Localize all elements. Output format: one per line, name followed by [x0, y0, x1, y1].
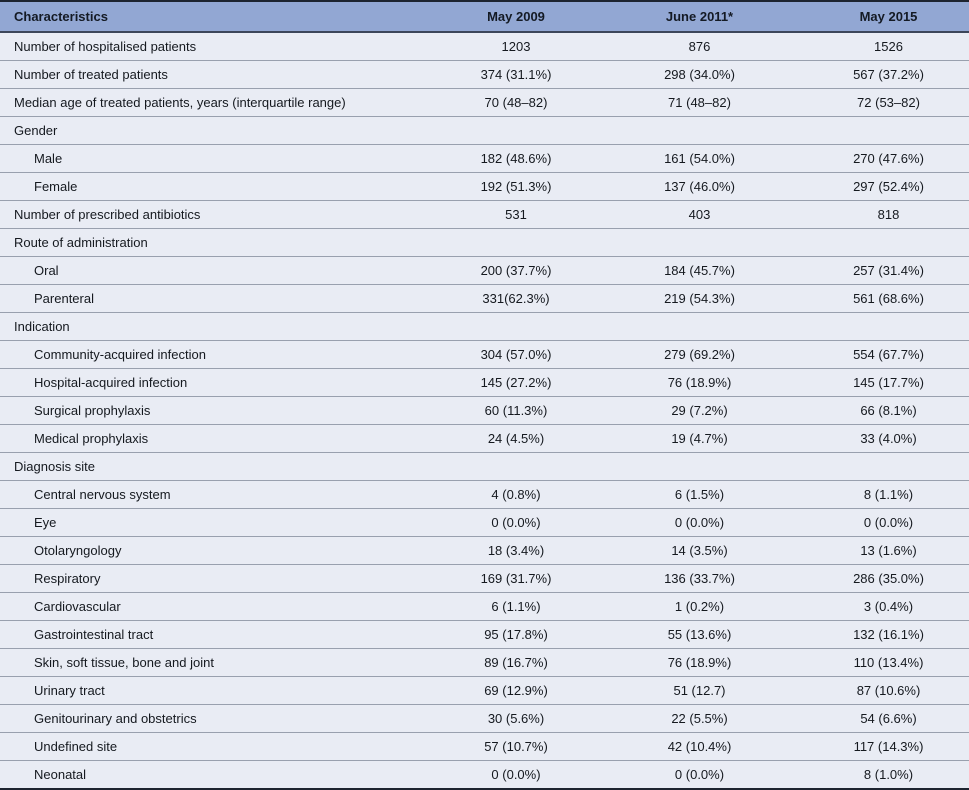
cell-value: 298 (34.0%) [591, 61, 808, 89]
cell-value: 19 (4.7%) [591, 425, 808, 453]
row-label: Male [0, 145, 441, 173]
table-row [0, 481, 969, 509]
cell-value: 110 (13.4%) [808, 649, 969, 677]
cell-value: 567 (37.2%) [808, 61, 969, 89]
cell-value: 161 (54.0%) [591, 145, 808, 173]
cell-value: 22 (5.5%) [591, 705, 808, 733]
cell-value: 55 (13.6%) [591, 621, 808, 649]
section-row [0, 313, 969, 341]
table-row [0, 677, 969, 705]
cell-value: 1203 [441, 32, 591, 61]
cell-value: 132 (16.1%) [808, 621, 969, 649]
row-label: Oral [0, 257, 441, 285]
cell-value: 29 (7.2%) [591, 397, 808, 425]
cell-value [591, 117, 808, 145]
cell-value: 136 (33.7%) [591, 565, 808, 593]
section-label: Diagnosis site [0, 453, 441, 481]
section-row [0, 117, 969, 145]
table-row [0, 89, 969, 117]
cell-value: 54 (6.6%) [808, 705, 969, 733]
section-label: Route of administration [0, 229, 441, 257]
table-row [0, 32, 969, 61]
table-row [0, 145, 969, 173]
table-row [0, 761, 969, 790]
row-label: Undefined site [0, 733, 441, 761]
cell-value: 72 (53–82) [808, 89, 969, 117]
cell-value: 192 (51.3%) [441, 173, 591, 201]
cell-value: 0 (0.0%) [591, 761, 808, 790]
column-header-characteristics: Characteristics [0, 1, 441, 32]
row-label: Surgical prophylaxis [0, 397, 441, 425]
column-header-may-2009: May 2009 [441, 1, 591, 32]
cell-value: 0 (0.0%) [441, 509, 591, 537]
cell-value: 219 (54.3%) [591, 285, 808, 313]
cell-value: 6 (1.5%) [591, 481, 808, 509]
cell-value: 403 [591, 201, 808, 229]
column-header-june-2011: June 2011* [591, 1, 808, 32]
table-row [0, 649, 969, 677]
cell-value: 0 (0.0%) [441, 761, 591, 790]
cell-value [591, 229, 808, 257]
row-label: Skin, soft tissue, bone and joint [0, 649, 441, 677]
table-row [0, 61, 969, 89]
table-row [0, 565, 969, 593]
table-row [0, 509, 969, 537]
row-label: Community-acquired infection [0, 341, 441, 369]
cell-value: 42 (10.4%) [591, 733, 808, 761]
cell-value: 76 (18.9%) [591, 369, 808, 397]
table-row [0, 593, 969, 621]
cell-value [808, 313, 969, 341]
cell-value: 561 (68.6%) [808, 285, 969, 313]
row-label: Number of treated patients [0, 61, 441, 89]
table-row [0, 341, 969, 369]
table-row [0, 621, 969, 649]
cell-value: 3 (0.4%) [808, 593, 969, 621]
row-label: Respiratory [0, 565, 441, 593]
cell-value [808, 117, 969, 145]
cell-value: 270 (47.6%) [808, 145, 969, 173]
cell-value: 89 (16.7%) [441, 649, 591, 677]
row-label: Gastrointestinal tract [0, 621, 441, 649]
table-row [0, 425, 969, 453]
cell-value: 304 (57.0%) [441, 341, 591, 369]
row-label: Cardiovascular [0, 593, 441, 621]
cell-value [441, 313, 591, 341]
cell-value: 87 (10.6%) [808, 677, 969, 705]
column-header-may-2015: May 2015 [808, 1, 969, 32]
cell-value [441, 453, 591, 481]
cell-value: 145 (17.7%) [808, 369, 969, 397]
cell-value: 8 (1.1%) [808, 481, 969, 509]
row-label: Central nervous system [0, 481, 441, 509]
cell-value: 66 (8.1%) [808, 397, 969, 425]
cell-value: 30 (5.6%) [441, 705, 591, 733]
cell-value: 0 (0.0%) [808, 509, 969, 537]
cell-value: 0 (0.0%) [591, 509, 808, 537]
row-label: Female [0, 173, 441, 201]
cell-value: 117 (14.3%) [808, 733, 969, 761]
cell-value: 279 (69.2%) [591, 341, 808, 369]
cell-value: 6 (1.1%) [441, 593, 591, 621]
cell-value: 876 [591, 32, 808, 61]
cell-value: 286 (35.0%) [808, 565, 969, 593]
row-label: Otolaryngology [0, 537, 441, 565]
cell-value: 184 (45.7%) [591, 257, 808, 285]
cell-value: 95 (17.8%) [441, 621, 591, 649]
cell-value: 57 (10.7%) [441, 733, 591, 761]
cell-value: 818 [808, 201, 969, 229]
cell-value: 257 (31.4%) [808, 257, 969, 285]
table-row [0, 397, 969, 425]
table-row [0, 285, 969, 313]
section-row [0, 453, 969, 481]
cell-value: 374 (31.1%) [441, 61, 591, 89]
row-label: Urinary tract [0, 677, 441, 705]
cell-value: 145 (27.2%) [441, 369, 591, 397]
cell-value: 14 (3.5%) [591, 537, 808, 565]
cell-value: 18 (3.4%) [441, 537, 591, 565]
cell-value: 331(62.3%) [441, 285, 591, 313]
cell-value: 1 (0.2%) [591, 593, 808, 621]
table-row [0, 705, 969, 733]
table-row [0, 733, 969, 761]
cell-value: 60 (11.3%) [441, 397, 591, 425]
cell-value [441, 229, 591, 257]
cell-value: 24 (4.5%) [441, 425, 591, 453]
table-header [0, 1, 969, 32]
cell-value: 554 (67.7%) [808, 341, 969, 369]
cell-value: 200 (37.7%) [441, 257, 591, 285]
cell-value: 4 (0.8%) [441, 481, 591, 509]
cell-value: 137 (46.0%) [591, 173, 808, 201]
cell-value [591, 313, 808, 341]
cell-value [808, 229, 969, 257]
cell-value [808, 453, 969, 481]
table-row [0, 537, 969, 565]
row-label: Medical prophylaxis [0, 425, 441, 453]
row-label: Hospital-acquired infection [0, 369, 441, 397]
table-row [0, 201, 969, 229]
row-label: Neonatal [0, 761, 441, 790]
cell-value: 8 (1.0%) [808, 761, 969, 790]
cell-value: 69 (12.9%) [441, 677, 591, 705]
table-body [0, 32, 969, 789]
section-label: Indication [0, 313, 441, 341]
row-label: Number of prescribed antibiotics [0, 201, 441, 229]
table-row [0, 257, 969, 285]
cell-value: 13 (1.6%) [808, 537, 969, 565]
cell-value: 1526 [808, 32, 969, 61]
section-label: Gender [0, 117, 441, 145]
cell-value: 297 (52.4%) [808, 173, 969, 201]
cell-value: 76 (18.9%) [591, 649, 808, 677]
row-label: Parenteral [0, 285, 441, 313]
cell-value: 70 (48–82) [441, 89, 591, 117]
cell-value: 531 [441, 201, 591, 229]
row-label: Eye [0, 509, 441, 537]
cell-value: 51 (12.7) [591, 677, 808, 705]
cell-value: 33 (4.0%) [808, 425, 969, 453]
row-label: Median age of treated patients, years (interquartile range) [0, 89, 441, 117]
cell-value: 182 (48.6%) [441, 145, 591, 173]
row-label: Number of hospitalised patients [0, 32, 441, 61]
table-row [0, 369, 969, 397]
cell-value: 71 (48–82) [591, 89, 808, 117]
row-label: Genitourinary and obstetrics [0, 705, 441, 733]
header-row [0, 1, 969, 32]
cell-value [591, 453, 808, 481]
cell-value: 169 (31.7%) [441, 565, 591, 593]
section-row [0, 229, 969, 257]
table-row [0, 173, 969, 201]
cell-value [441, 117, 591, 145]
